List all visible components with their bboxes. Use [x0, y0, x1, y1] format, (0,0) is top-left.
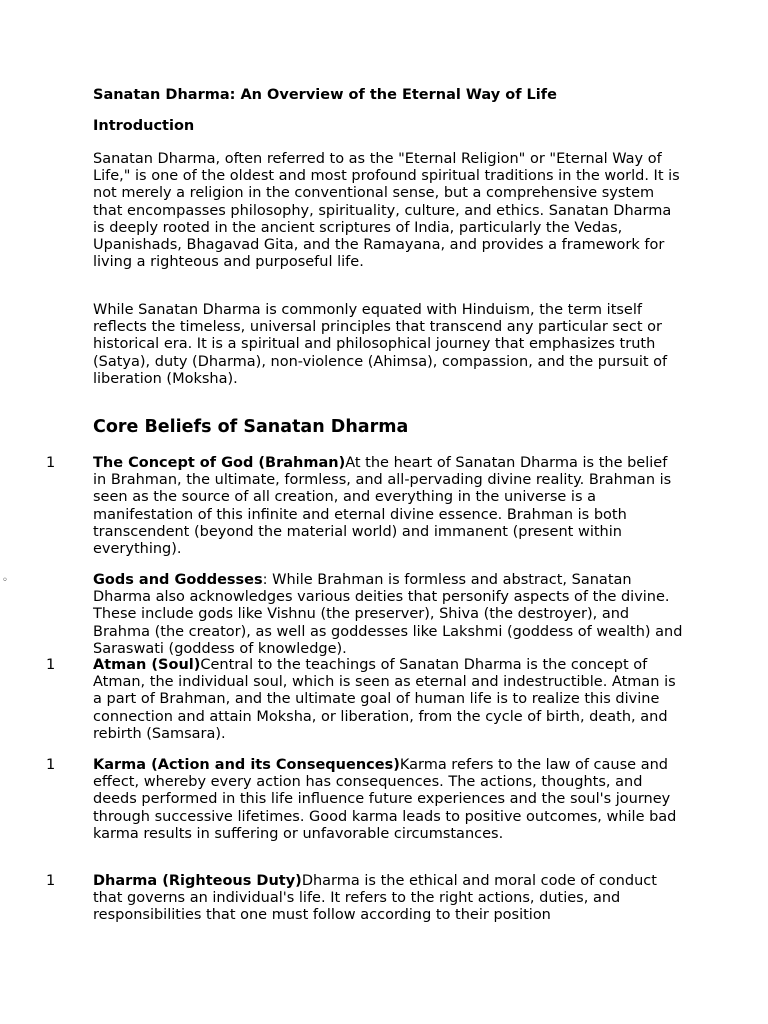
- intro-paragraph-2: While Sanatan Dharma is commonly equated with Hinduism, the term itself reflects the timeless, universal principles that transcend any particular sect or historical era. It is a spiritual and philosophical journey that emphasizes truth (Satya), duty (Dharma), non-violence (Ahimsa), compassion, and the pursuit of liberation (Moksha).: [93, 302, 668, 387]
- list-number: 1: [46, 455, 56, 471]
- list-item-text: [93, 572, 683, 658]
- list-item-text: [93, 757, 683, 843]
- list-item-term: Gods and Goddesses: [93, 572, 263, 588]
- list-item-description: At the heart of Sanatan Dharma is the belief in Brahman, the ultimate, formless, and all-pervading divine reality. Brahman is seen as the source of all creation, and everything in the universe is a manifestation of this infinite and eternal divine essence. Brahman is both transcendent (beyond the material world) and immanent (present within everything).: [93, 455, 672, 558]
- list-bullet: ◦: [2, 575, 8, 586]
- list-item-description: Dharma is the ethical and moral code of conduct that governs an individual's life. It refers to the right actions, duties, and responsibilities that one must follow according to their position: [93, 873, 657, 924]
- list-item-description: Karma refers to the law of cause and effect, whereby every action has consequences. The actions, thoughts, and deeds performed in this life influence future experiences and the soul's journey through successive lifetimes. Good karma leads to positive outcomes, while bad karma results in suffering or unfavorable circumstances.: [93, 757, 677, 842]
- list-item-term: Dharma (Righteous Duty): [93, 873, 302, 889]
- list-item-term: Karma (Action and its Consequences): [93, 757, 400, 773]
- intro-heading: Introduction: [93, 118, 195, 134]
- list-item-description: : While Brahman is formless and abstract, Sanatan Dharma also acknowledges various deities that personify aspects of the divine. These include gods like Vishnu (the preserver), Shiva (the destroyer), and Brahma (the creator), as well as goddesses like Lakshmi (goddess of wealth) and Saraswati (goddess of knowledge).: [93, 572, 683, 657]
- list-item-term: Atman (Soul): [93, 657, 201, 673]
- section-heading: Core Beliefs of Sanatan Dharma: [93, 417, 409, 437]
- list-number: 1: [46, 873, 56, 889]
- list-number: 1: [46, 657, 56, 673]
- intro-paragraph-1: Sanatan Dharma, often referred to as the "Eternal Religion" or "Eternal Way of Life," is one of the oldest and most profound spiritual traditions in the world. It is not merely a religion in the conventional sense, but a comprehensive system that encompasses philosophy, spirituality, culture, and ethics. Sanatan Dharma is deeply rooted in the ancient scriptures of India, particularly the Vedas, Upanishads, Bhagavad Gita, and the Ramayana, and provides a framework for living a righteous and purposeful life.: [93, 151, 680, 271]
- list-item-description: Central to the teachings of Sanatan Dharma is the concept of Atman, the individual soul, which is seen as eternal and indestructible. Atman is a part of Brahman, and the ultimate goal of human life is to realize this divine connection and attain Moksha, or liberation, from the cycle of birth, death, and rebirth (Samsara).: [93, 657, 676, 742]
- list-item-text: [93, 455, 683, 558]
- document-title: Sanatan Dharma: An Overview of the Eternal Way of Life: [93, 87, 557, 103]
- list-item-text: [93, 657, 683, 743]
- list-item-text: [93, 873, 683, 925]
- list-number: 1: [46, 757, 56, 773]
- list-item-term: The Concept of God (Brahman): [93, 455, 346, 471]
